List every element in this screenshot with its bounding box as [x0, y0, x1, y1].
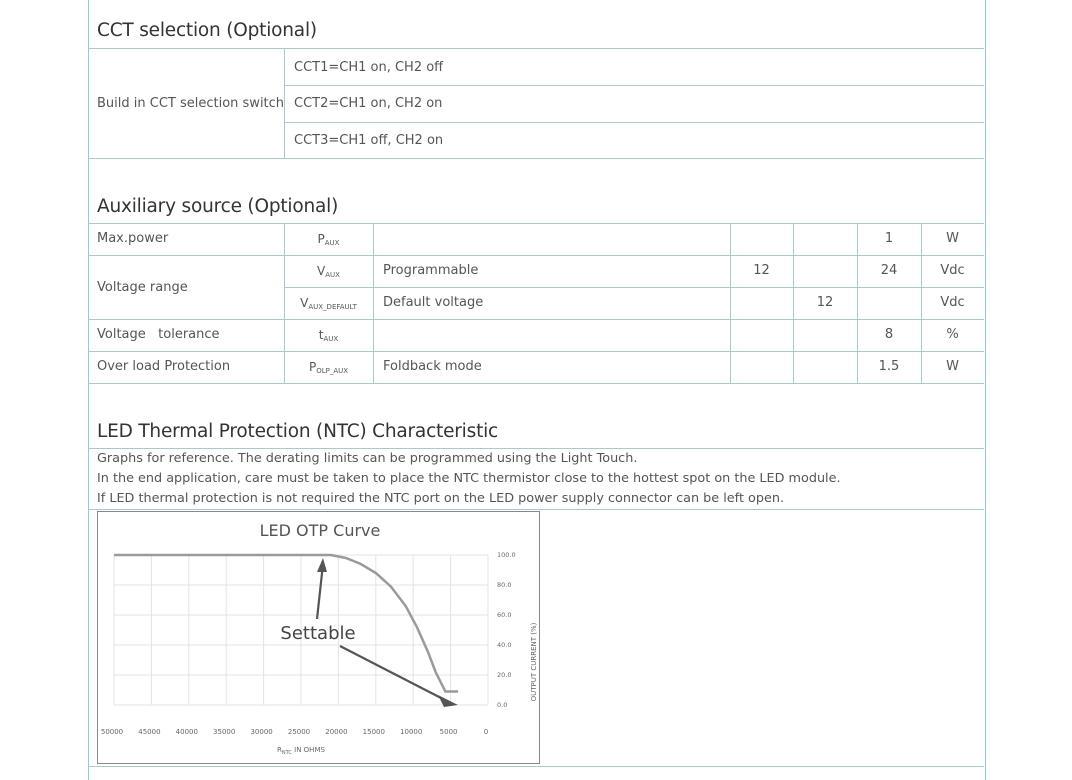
x-tick-label: 20000 — [325, 728, 348, 736]
y-axis-label: OUTPUT CURRENT (%) — [530, 622, 538, 702]
annotation-settable: Settable — [280, 623, 356, 644]
aux-unit: Vdc — [940, 263, 965, 278]
x-tick-label: 35000 — [213, 728, 236, 736]
y-tick-label: 100.0 — [497, 551, 516, 559]
y-tick-label: 0.0 — [497, 701, 508, 709]
x-tick-label: 0 — [483, 728, 489, 736]
aux-unit: Vdc — [940, 295, 965, 310]
otp-chart — [97, 511, 540, 764]
aux-param-max-power: Max.power — [97, 231, 169, 246]
y-tick-label: 80.0 — [497, 581, 512, 589]
aux-section-title: Auxiliary source (Optional) — [97, 196, 339, 217]
aux-condition: Default voltage — [383, 295, 484, 310]
aux-symbol-paux: $P_{AUX}$ — [317, 232, 340, 247]
ntc-section-title: LED Thermal Protection (NTC) Characteristic — [97, 421, 499, 442]
arrow-head-up — [317, 558, 327, 572]
cct-option-3: CCT3=CH1 off, CH2 on — [294, 133, 444, 148]
aux-max-value: 1.5 — [878, 359, 900, 374]
x-tick-label: 25000 — [287, 728, 311, 736]
x-tick-label: 30000 — [250, 728, 273, 736]
x-axis-label: $R_{NTC}$ IN OHMS — [277, 746, 325, 756]
aux-param-voltage-range: Voltage range — [97, 280, 188, 295]
x-tick-label: 40000 — [175, 728, 198, 736]
x-tick-label: 50000 — [100, 728, 124, 736]
x-tick-label: 45000 — [138, 728, 161, 736]
arrow-shaft-up — [317, 564, 323, 619]
aux-max-value: 8 — [884, 327, 894, 342]
aux-condition: Foldback mode — [383, 359, 482, 374]
otp-chart-svg — [98, 512, 539, 763]
aux-unit: W — [946, 231, 959, 246]
x-tick-label: 10000 — [400, 728, 423, 736]
aux-symbol-vaux: $V_{AUX}$ — [317, 264, 340, 279]
aux-condition: Programmable — [383, 263, 479, 278]
aux-symbol-taux: $t_{AUX}$ — [318, 328, 339, 343]
aux-max-value: 1 — [884, 231, 894, 246]
cct-section-title: CCT selection (Optional) — [97, 20, 317, 41]
cct-option-2: CCT2=CH1 on, CH2 on — [294, 96, 443, 111]
x-tick-label: 5000 — [439, 728, 458, 736]
y-tick-label: 20.0 — [497, 671, 512, 679]
aux-min-value: 12 — [753, 263, 770, 278]
aux-symbol-vaux-default: $V_{AUX\_DEFAULT}$ — [300, 296, 357, 311]
chart-title: LED OTP Curve — [259, 521, 381, 540]
cct-option-1: CCT1=CH1 on, CH2 off — [294, 60, 444, 75]
aux-typ-value: 12 — [816, 295, 834, 310]
aux-param-voltage-tolerance: Voltage tolerance — [97, 327, 220, 342]
ntc-note-2: In the end application, care must be taken to place the NTC thermistor close to the hottest spot on the LED module. — [97, 471, 841, 486]
aux-unit: W — [946, 359, 959, 374]
x-tick-label: 15000 — [362, 728, 385, 736]
cct-row-label: Build in CCT selection switch — [97, 96, 285, 111]
y-tick-label: 60.0 — [497, 611, 512, 619]
y-tick-label: 40.0 — [497, 641, 512, 649]
aux-max-value: 24 — [880, 263, 898, 278]
ntc-note-1: Graphs for reference. The derating limits can be programmed using the Light Touch. — [97, 451, 638, 466]
aux-param-overload-protection: Over load Protection — [97, 359, 231, 374]
aux-unit: % — [946, 327, 959, 342]
ntc-note-3: If LED thermal protection is not required the NTC port on the LED power supply connector can be left open. — [97, 491, 785, 506]
aux-symbol-polp: $P_{OLP\_AUX}$ — [308, 360, 349, 375]
